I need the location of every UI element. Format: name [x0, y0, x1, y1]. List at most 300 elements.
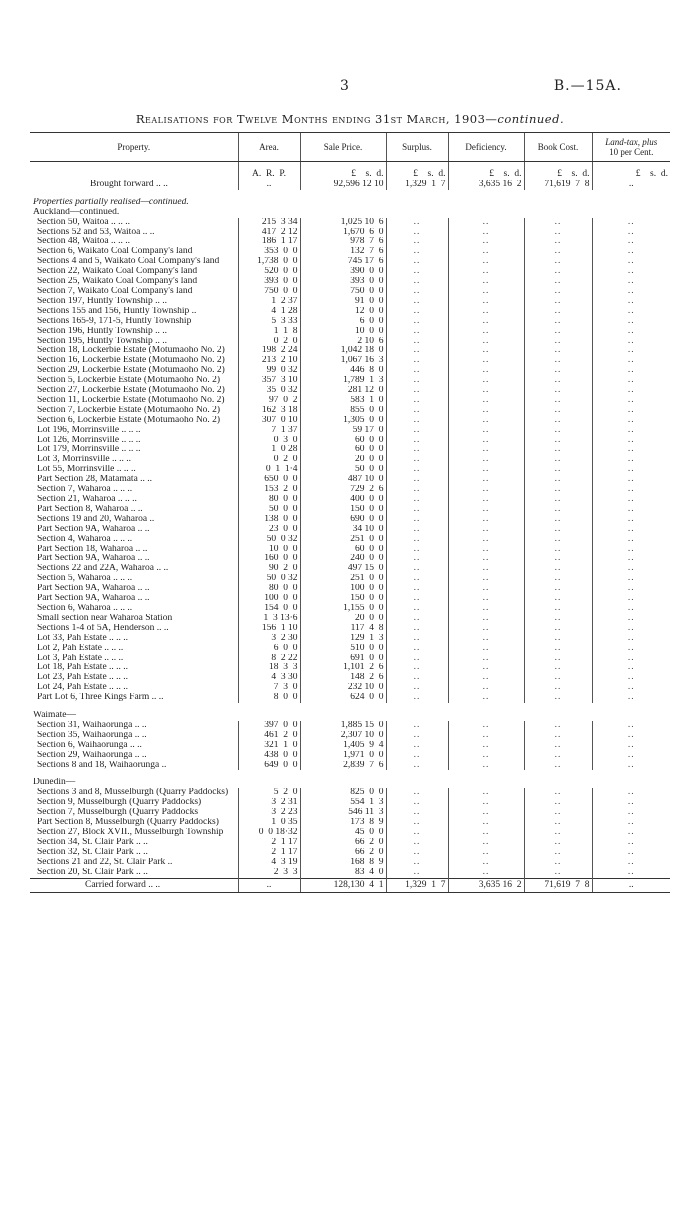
land-tax-cell: ..: [592, 868, 670, 878]
surplus-cell: ..: [386, 594, 448, 604]
deficiency-cell: ..: [448, 396, 524, 406]
area-cell: 99 0 32: [238, 366, 300, 376]
book-cost-cell: ..: [524, 228, 592, 238]
deficiency-cell: ..: [448, 465, 524, 475]
land-tax-cell: ..: [592, 798, 670, 808]
brought-forward-row: [30, 180, 670, 190]
book-cost-cell: ..: [524, 584, 592, 594]
surplus-cell: ..: [386, 416, 448, 426]
land-tax-cell: ..: [592, 277, 670, 287]
property-cell: Section 25, Waikato Coal Company's land: [37, 277, 198, 287]
deficiency-cell: ..: [448, 237, 524, 247]
area-cell: 650 0 0: [238, 475, 300, 485]
surplus-cell: ..: [386, 818, 448, 828]
area-cell: 50 0 0: [238, 505, 300, 515]
land-tax-cell: ..: [592, 584, 670, 594]
table-row: [30, 808, 670, 818]
table-row: [30, 515, 670, 525]
land-tax-cell: ..: [592, 485, 670, 495]
sale-price-cell: 83 4 0: [300, 868, 386, 878]
area-cell: 154 0 0: [238, 604, 300, 614]
property-cell: Sections 8 and 18, Waihaorunga ..: [37, 760, 167, 770]
property-cell: Section 7, Musselburgh (Quarry Paddocks: [37, 808, 199, 818]
sale-price-cell: 150 0 0: [300, 594, 386, 604]
deficiency-cell: ..: [448, 317, 524, 327]
sale-price-cell: 825 0 0: [300, 788, 386, 798]
book-cost-cell: ..: [524, 525, 592, 535]
brought-forward-surplus: 1,329 1 7: [386, 180, 448, 190]
sale-price-cell: 59 17 0: [300, 426, 386, 436]
property-cell: Section 6, Lockerbie Estate (Motumaoho No. 2): [37, 415, 221, 425]
surplus-cell: ..: [386, 574, 448, 584]
table-row: [30, 761, 670, 771]
table-title-text: Realisations for Twelve Months ending 31st March, 1903—: [135, 112, 498, 126]
area-cell: 4 3 30: [238, 673, 300, 683]
units-deficiency: £ s. d.: [448, 162, 524, 180]
area-cell: 90 2 0: [238, 564, 300, 574]
deficiency-cell: ..: [448, 525, 524, 535]
property-cell: Part Section 9A, Waharoa .. ..: [37, 594, 150, 604]
table-row: [30, 788, 670, 798]
brought-forward-land-tax: ..: [592, 180, 670, 190]
surplus-cell: ..: [386, 858, 448, 868]
surplus-cell: ..: [386, 683, 448, 693]
area-cell: 50 0 32: [238, 574, 300, 584]
sale-price-cell: 1,885 15 0: [300, 721, 386, 731]
area-cell: 5 3 33: [238, 317, 300, 327]
land-tax-cell: ..: [592, 614, 670, 624]
deficiency-cell: ..: [448, 366, 524, 376]
surplus-cell: ..: [386, 356, 448, 366]
surplus-cell: ..: [386, 838, 448, 848]
area-cell: 321 1 0: [238, 741, 300, 751]
surplus-cell: ..: [386, 721, 448, 731]
table-row: [30, 751, 670, 761]
land-tax-cell: ..: [592, 731, 670, 741]
property-cell: Lot 179, Morrinsville .. .. ..: [37, 445, 141, 455]
property-cell: Lot 23, Pah Estate .. .. ..: [37, 673, 129, 683]
book-cost-cell: ..: [524, 465, 592, 475]
sale-price-cell: 1,155 0 0: [300, 604, 386, 614]
carried-forward-row: [30, 878, 670, 893]
deficiency-cell: ..: [448, 515, 524, 525]
property-cell: Lot 24, Pah Estate .. .. ..: [37, 683, 129, 693]
deficiency-cell: ..: [448, 406, 524, 416]
table-row: [30, 683, 670, 693]
book-cost-cell: ..: [524, 346, 592, 356]
area-cell: 353 0 0: [238, 247, 300, 257]
surplus-cell: ..: [386, 445, 448, 455]
property-cell: Section 197, Huntly Township .. ..: [37, 296, 168, 306]
book-cost-cell: ..: [524, 564, 592, 574]
table-row: [30, 475, 670, 485]
area-cell: 153 2 0: [238, 485, 300, 495]
property-cell: Sections 22 and 22A, Waharoa .. ..: [37, 564, 169, 574]
property-cell: Sections 155 and 156, Huntly Township ..: [37, 306, 197, 316]
units-land-tax: £ s. d.: [592, 162, 670, 180]
deficiency-cell: ..: [448, 683, 524, 693]
book-cost-cell: ..: [524, 416, 592, 426]
deficiency-cell: ..: [448, 228, 524, 238]
deficiency-cell: ..: [448, 654, 524, 664]
area-cell: 3 2 31: [238, 798, 300, 808]
table-row: [30, 818, 670, 828]
property-cell: Sections 1-4 of 5A, Henderson .. ..: [37, 623, 169, 633]
group-auckland: [30, 208, 670, 218]
land-tax-cell: ..: [592, 247, 670, 257]
table-row: [30, 228, 670, 238]
property-cell: Section 29, Waihaorunga .. ..: [37, 750, 147, 760]
area-cell: 649 0 0: [238, 761, 300, 771]
property-cell: Sections 19 and 20, Waharoa ..: [37, 514, 155, 524]
property-cell: Section 22, Waikato Coal Company's land: [37, 267, 198, 277]
book-cost-cell: ..: [524, 614, 592, 624]
table-row: [30, 406, 670, 416]
land-tax-cell: ..: [592, 594, 670, 604]
sale-price-cell: 34 10 0: [300, 525, 386, 535]
book-cost-cell: ..: [524, 574, 592, 584]
surplus-cell: ..: [386, 257, 448, 267]
book-cost-cell: ..: [524, 858, 592, 868]
property-cell: Part Section 8, Waharoa .. ..: [37, 504, 143, 514]
book-cost-cell: ..: [524, 247, 592, 257]
land-tax-cell: ..: [592, 416, 670, 426]
property-cell: Sections 52 and 53, Waitoa .. ..: [37, 227, 155, 237]
deficiency-cell: ..: [448, 574, 524, 584]
sale-price-cell: 60 0 0: [300, 436, 386, 446]
land-tax-cell: ..: [592, 465, 670, 475]
table-row: [30, 247, 670, 257]
book-cost-cell: ..: [524, 808, 592, 818]
area-cell: 0 0 18·32: [238, 828, 300, 838]
property-cell: Lot 18, Pah Estate .. .. ..: [37, 663, 129, 673]
area-cell: 1 0 28: [238, 445, 300, 455]
land-tax-cell: ..: [592, 515, 670, 525]
land-tax-cell: ..: [592, 346, 670, 356]
deficiency-cell: ..: [448, 564, 524, 574]
page-number: 3: [340, 78, 349, 94]
realisations-table: [30, 132, 670, 893]
sale-price-cell: 168 8 9: [300, 858, 386, 868]
table-row: [30, 257, 670, 267]
area-cell: 162 3 18: [238, 406, 300, 416]
surplus-cell: ..: [386, 426, 448, 436]
carried-forward-label: Carried forward .. ..: [30, 878, 238, 893]
book-cost-cell: ..: [524, 287, 592, 297]
surplus-cell: ..: [386, 663, 448, 673]
sale-price-cell: 690 0 0: [300, 515, 386, 525]
table-row: [30, 828, 670, 838]
deficiency-cell: ..: [448, 416, 524, 426]
deficiency-cell: ..: [448, 475, 524, 485]
area-cell: 397 0 0: [238, 721, 300, 731]
area-cell: 8 0 0: [238, 693, 300, 703]
table-row: [30, 455, 670, 465]
table-row: [30, 426, 670, 436]
book-cost-cell: ..: [524, 436, 592, 446]
land-tax-cell: ..: [592, 818, 670, 828]
deficiency-cell: ..: [448, 386, 524, 396]
table-row: [30, 858, 670, 868]
surplus-cell: ..: [386, 624, 448, 634]
table-title: [0, 112, 700, 126]
surplus-cell: ..: [386, 751, 448, 761]
book-cost-cell: ..: [524, 535, 592, 545]
surplus-cell: ..: [386, 307, 448, 317]
area-cell: 0 3 0: [238, 436, 300, 446]
deficiency-cell: ..: [448, 604, 524, 614]
col-area: Area.: [238, 133, 300, 162]
area-cell: 0 2 0: [238, 337, 300, 347]
area-cell: 213 2 10: [238, 356, 300, 366]
deficiency-cell: ..: [448, 838, 524, 848]
table-row: [30, 624, 670, 634]
table-row: [30, 416, 670, 426]
deficiency-cell: ..: [448, 751, 524, 761]
land-tax-cell: ..: [592, 376, 670, 386]
book-cost-cell: ..: [524, 683, 592, 693]
table-row: [30, 741, 670, 751]
surplus-cell: ..: [386, 731, 448, 741]
deficiency-cell: ..: [448, 624, 524, 634]
book-cost-cell: ..: [524, 475, 592, 485]
surplus-cell: ..: [386, 396, 448, 406]
deficiency-cell: ..: [448, 277, 524, 287]
book-cost-cell: ..: [524, 337, 592, 347]
table-row: [30, 237, 670, 247]
table-row: [30, 848, 670, 858]
property-cell: Section 48, Waitoa .. .. ..: [37, 237, 130, 247]
book-cost-cell: ..: [524, 277, 592, 287]
col-deficiency: Deficiency.: [448, 133, 524, 162]
property-cell: Section 34, St. Clair Park .. ..: [37, 837, 148, 847]
surplus-cell: ..: [386, 376, 448, 386]
sale-price-cell: 132 7 6: [300, 247, 386, 257]
sale-price-cell: 66 2 0: [300, 848, 386, 858]
units-book-cost: £ s. d.: [524, 162, 592, 180]
sale-price-cell: 45 0 0: [300, 828, 386, 838]
land-tax-cell: ..: [592, 604, 670, 614]
deficiency-cell: ..: [448, 731, 524, 741]
property-cell: Section 21, Waharoa .. .. ..: [37, 495, 137, 504]
book-cost-cell: ..: [524, 218, 592, 228]
book-cost-cell: ..: [524, 594, 592, 604]
sale-price-cell: 400 0 0: [300, 495, 386, 505]
land-tax-cell: ..: [592, 693, 670, 703]
property-cell: Lot 3, Morrinsville .. .. ..: [37, 455, 131, 465]
deficiency-cell: ..: [448, 788, 524, 798]
sale-price-cell: 583 1 0: [300, 396, 386, 406]
table-row: [30, 663, 670, 673]
page-header: [0, 78, 700, 98]
book-cost-cell: ..: [524, 297, 592, 307]
book-cost-cell: ..: [524, 663, 592, 673]
surplus-cell: ..: [386, 614, 448, 624]
land-tax-cell: ..: [592, 426, 670, 436]
table-row: [30, 287, 670, 297]
book-cost-cell: ..: [524, 317, 592, 327]
sale-price-cell: 1,405 9 4: [300, 741, 386, 751]
property-cell: Section 7, Lockerbie Estate (Motumaoho No. 2): [37, 405, 221, 415]
land-tax-cell: ..: [592, 673, 670, 683]
property-cell: Sections 4 and 5, Waikato Coal Company's land: [37, 257, 220, 267]
sale-price-cell: 446 8 0: [300, 366, 386, 376]
property-cell: Lot 2, Pah Estate .. .. ..: [37, 643, 124, 653]
area-cell: 1 1 8: [238, 327, 300, 337]
land-tax-cell: ..: [592, 307, 670, 317]
land-tax-cell: ..: [592, 574, 670, 584]
sale-price-cell: 150 0 0: [300, 505, 386, 515]
surplus-cell: ..: [386, 297, 448, 307]
land-tax-cell: ..: [592, 505, 670, 515]
land-tax-cell: ..: [592, 495, 670, 505]
table-row: [30, 327, 670, 337]
book-cost-cell: ..: [524, 366, 592, 376]
carried-forward-land-tax: ..: [592, 878, 670, 893]
surplus-cell: ..: [386, 317, 448, 327]
land-tax-cell: ..: [592, 366, 670, 376]
table-title-continued: continued.: [497, 112, 565, 126]
surplus-cell: ..: [386, 346, 448, 356]
property-cell: Section 27, Block XVII., Musselburgh Township: [37, 828, 224, 837]
area-cell: 0 2 0: [238, 455, 300, 465]
surplus-cell: ..: [386, 798, 448, 808]
table-row: [30, 485, 670, 495]
sale-price-cell: 855 0 0: [300, 406, 386, 416]
surplus-cell: ..: [386, 455, 448, 465]
table-row: [30, 505, 670, 515]
area-cell: 2 3 3: [238, 868, 300, 878]
sale-price-cell: 1,067 16 3: [300, 356, 386, 366]
area-cell: 198 2 24: [238, 346, 300, 356]
deficiency-cell: ..: [448, 247, 524, 257]
property-cell: Part Section 28, Matamata .. ..: [37, 475, 153, 485]
brought-forward-deficiency: 3,635 16 2: [448, 180, 524, 190]
sale-price-cell: 6 0 0: [300, 317, 386, 327]
property-cell: Section 35, Waihaorunga .. ..: [37, 730, 147, 740]
deficiency-cell: ..: [448, 693, 524, 703]
sale-price-cell: 50 0 0: [300, 465, 386, 475]
table-row: [30, 868, 670, 878]
brought-forward-sale-price: 92,596 12 10: [300, 180, 386, 190]
land-tax-cell: ..: [592, 858, 670, 868]
surplus-cell: ..: [386, 788, 448, 798]
sale-price-cell: 729 2 6: [300, 485, 386, 495]
surplus-cell: ..: [386, 386, 448, 396]
table-row: [30, 594, 670, 604]
table-row: [30, 445, 670, 455]
deficiency-cell: ..: [448, 828, 524, 838]
book-cost-cell: ..: [524, 868, 592, 878]
table-row: [30, 386, 670, 396]
surplus-cell: ..: [386, 287, 448, 297]
book-cost-cell: ..: [524, 396, 592, 406]
deficiency-cell: ..: [448, 545, 524, 555]
sale-price-cell: 691 0 0: [300, 654, 386, 664]
deficiency-cell: ..: [448, 663, 524, 673]
property-cell: Section 16, Lockerbie Estate (Motumaoho No. 2): [37, 356, 225, 366]
area-cell: 156 1 10: [238, 624, 300, 634]
sale-price-cell: 60 0 0: [300, 445, 386, 455]
property-cell: Part Lot 6, Three Kings Farm .. ..: [37, 693, 164, 703]
land-tax-cell: ..: [592, 218, 670, 228]
area-cell: 307 0 10: [238, 416, 300, 426]
sale-price-cell: 12 0 0: [300, 307, 386, 317]
deficiency-cell: ..: [448, 868, 524, 878]
sale-price-cell: 390 0 0: [300, 267, 386, 277]
surplus-cell: ..: [386, 848, 448, 858]
land-tax-cell: ..: [592, 337, 670, 347]
land-tax-cell: ..: [592, 436, 670, 446]
sale-price-cell: 2,839 7 6: [300, 761, 386, 771]
property-cell: Section 7, Waharoa .. .. ..: [37, 485, 133, 495]
land-tax-cell: ..: [592, 828, 670, 838]
land-tax-cell: ..: [592, 788, 670, 798]
property-cell: Section 32, St. Clair Park .. ..: [37, 847, 148, 857]
surplus-cell: ..: [386, 228, 448, 238]
property-cell: Section 196, Huntly Township .. ..: [37, 326, 168, 336]
table-row: [30, 634, 670, 644]
table-row: [30, 644, 670, 654]
sale-price-cell: 117 4 8: [300, 624, 386, 634]
area-cell: 5 2 0: [238, 788, 300, 798]
land-tax-cell: ..: [592, 838, 670, 848]
sale-price-cell: 1,971 0 0: [300, 751, 386, 761]
area-cell: 438 0 0: [238, 751, 300, 761]
group-label-waimate: Waimate—: [33, 711, 77, 721]
sale-price-cell: 1,101 2 6: [300, 663, 386, 673]
book-cost-cell: ..: [524, 751, 592, 761]
deficiency-cell: ..: [448, 297, 524, 307]
land-tax-cell: ..: [592, 406, 670, 416]
book-cost-cell: ..: [524, 818, 592, 828]
deficiency-cell: ..: [448, 287, 524, 297]
surplus-cell: ..: [386, 277, 448, 287]
book-cost-cell: ..: [524, 356, 592, 366]
area-cell: 50 0 32: [238, 535, 300, 545]
land-tax-cell: ..: [592, 535, 670, 545]
book-cost-cell: ..: [524, 554, 592, 564]
property-cell: Part Section 18, Waharoa .. ..: [37, 544, 148, 554]
land-tax-cell: ..: [592, 683, 670, 693]
property-cell: Section 6, Waihaorunga .. ..: [37, 740, 142, 750]
table-row: [30, 574, 670, 584]
col-surplus: Surplus.: [386, 133, 448, 162]
property-cell: Section 6, Waharoa .. .. ..: [37, 603, 133, 613]
surplus-cell: ..: [386, 485, 448, 495]
table-row: [30, 366, 670, 376]
deficiency-cell: ..: [448, 594, 524, 604]
area-cell: 215 3 34: [238, 218, 300, 228]
deficiency-cell: ..: [448, 485, 524, 495]
carried-forward-book-cost: 71,619 7 8: [524, 878, 592, 893]
deficiency-cell: ..: [448, 584, 524, 594]
area-cell: 10 0 0: [238, 545, 300, 555]
sale-price-cell: 240 0 0: [300, 554, 386, 564]
deficiency-cell: ..: [448, 808, 524, 818]
deficiency-cell: ..: [448, 307, 524, 317]
deficiency-cell: ..: [448, 761, 524, 771]
land-tax-cell: ..: [592, 257, 670, 267]
land-tax-cell: ..: [592, 751, 670, 761]
deficiency-cell: ..: [448, 818, 524, 828]
book-cost-cell: ..: [524, 455, 592, 465]
book-cost-cell: ..: [524, 731, 592, 741]
property-cell: Lot 55, Morrinsville .. .. ..: [37, 465, 136, 475]
land-tax-cell: ..: [592, 267, 670, 277]
deficiency-cell: ..: [448, 798, 524, 808]
sale-price-cell: 129 1 3: [300, 634, 386, 644]
